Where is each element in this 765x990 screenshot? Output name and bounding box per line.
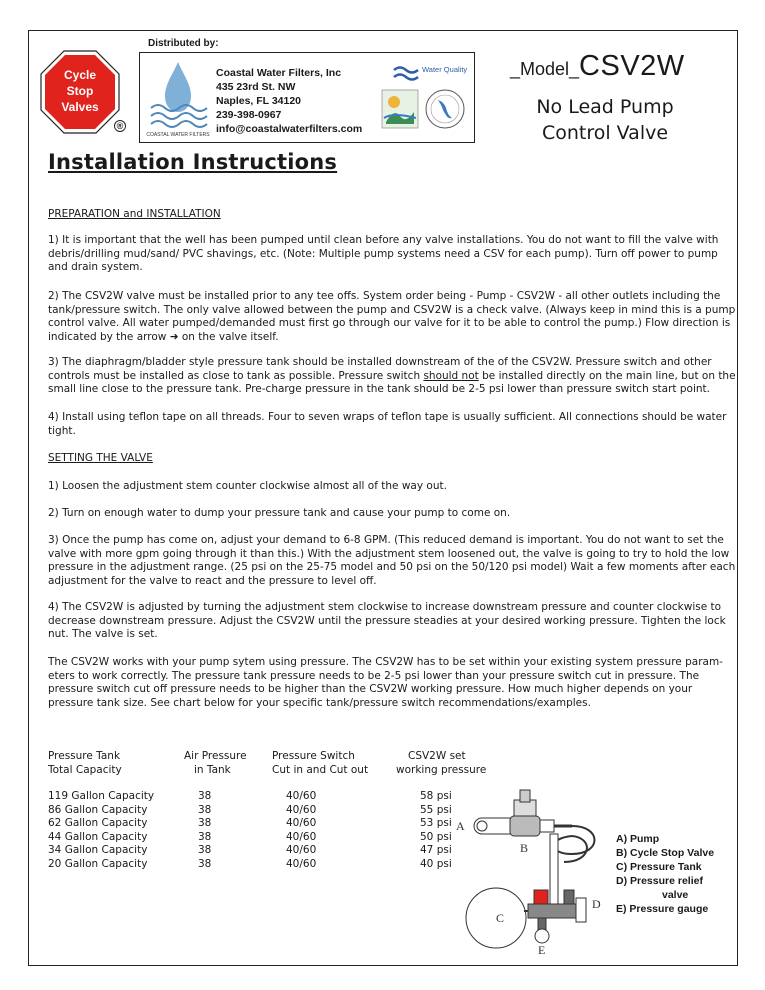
section-heading-preparation: PREPARATION and INSTALLATION xyxy=(48,208,221,220)
logo-line-3: Valves xyxy=(61,100,99,114)
legend-item: valve xyxy=(662,889,689,901)
setting-step-2: 2) Turn on enough water to dump your pressure tank and cause your pump to come on. xyxy=(48,507,511,519)
table-cell: 38 xyxy=(198,817,212,829)
table-cell: 58 psi xyxy=(420,790,452,802)
logo-line-1: Cycle xyxy=(63,68,97,82)
table-header: Air Pressure xyxy=(184,750,247,762)
section-heading-setting: SETTING THE VALVE xyxy=(48,452,153,464)
water-quality-text: Water Quality xyxy=(422,65,468,74)
table-cell: 38 xyxy=(198,844,212,856)
table-row xyxy=(48,817,486,831)
logo-line-2: Stop xyxy=(66,84,94,98)
legend-item: D) Pressure relief xyxy=(616,875,703,887)
table-header: Pressure Switch xyxy=(272,750,355,762)
diagram-label-a: A xyxy=(456,819,465,833)
distributor-city: Naples, FL 34120 xyxy=(216,95,302,107)
table-header: Pressure Tank xyxy=(48,750,121,762)
table-cell: 34 Gallon Capacity xyxy=(48,844,148,856)
table-cell: 40/60 xyxy=(286,857,317,870)
model-code: CSV2W xyxy=(579,50,685,82)
water-quality-badge xyxy=(388,58,468,88)
pressure-table xyxy=(48,750,486,871)
legend-item: E) Pressure gauge xyxy=(616,903,709,915)
diagram-legend xyxy=(616,832,714,916)
setting-summary: The CSV2W works with your pump sytem using pressure. The CSV2W has to be set within your existing system pressure param- eters to work correctly. The pressure tank pressure needs to be 2-5 psi lower than your pressure switch cut in pressure. The pressure switch cut off pressure needs to be higher than the CSV2W working pressure. How much higher depends on your pressure tank size. See chart below for your specific tank/pressure switch recommendations/examples. xyxy=(48,656,723,709)
table-cell: 38 xyxy=(198,857,212,870)
diagram-label-c: C xyxy=(496,911,505,925)
table-header-row-2 xyxy=(48,764,486,778)
table-cell: 86 Gallon Capacity xyxy=(48,803,148,816)
table-header: working pressure xyxy=(396,763,487,776)
table-cell: 40 psi xyxy=(420,857,452,870)
distributor-phone: 239-398-0967 xyxy=(216,109,282,121)
table-cell: 38 xyxy=(198,790,212,802)
distributed-by-label: Distributed by: xyxy=(148,38,219,49)
model-prefix: _Model_ xyxy=(510,59,580,79)
setting-step-1: 1) Loosen the adjustment stem counter clockwise almost all of the way out. xyxy=(48,480,447,492)
pressure-gauge-shape xyxy=(535,929,549,943)
water-drop-logo xyxy=(143,56,213,140)
table-row xyxy=(48,804,486,818)
table-header: CSV2W set xyxy=(408,750,466,762)
table-cell: 119 Gallon Capacity xyxy=(48,790,155,802)
legend-item: B) Cycle Stop Valve xyxy=(616,847,715,859)
product-line-2: Control Valve xyxy=(541,122,669,144)
table-cell: 40/60 xyxy=(286,790,317,802)
legend-item: A) Pump xyxy=(616,833,660,845)
prep-p3-emphasis: should not xyxy=(423,369,479,382)
cycle-stop-valves-logo xyxy=(40,50,120,134)
association-seal-icon xyxy=(424,88,466,130)
prep-p3-text-b: be installed directly on the main line, but on the small line close to the pressure tank. Pre-charge pressure in the tank should be 2-5 psi lower than pressure switch start point. xyxy=(48,369,736,395)
distributor-email[interactable]: info@coastalwaterfilters.com xyxy=(216,123,363,135)
prep-paragraph-2: 2) The CSV2W valve must be installed prior to any tee offs. System order being - Pump - CSV2W - all other outlets including the tank/pressure switch. The only valve allowed between the pump and CSV2W is a check valve. (Always keep in mind this is a pump control valve. All water pumped/demanded must first go through our valve for it to be able to control the pump.) Flow direction is indicated by the arrow ➜ on the valve itself. xyxy=(48,290,736,343)
table-header: in Tank xyxy=(194,763,231,776)
table-cell: 38 xyxy=(198,830,212,843)
distributor-street: 435 23rd St. NW xyxy=(216,81,296,93)
table-cell: 40/60 xyxy=(286,817,317,829)
table-row xyxy=(48,831,486,845)
table-cell: 50 psi xyxy=(420,830,452,843)
prep-paragraph-3 xyxy=(48,356,738,397)
product-name xyxy=(510,94,700,146)
coastal-logo-caption: COASTAL WATER FILTERS xyxy=(146,132,210,138)
prep-p3-text-a: 3) The diaphragm/bladder style pressure tank should be installed downstream of the of the CSV2W. Pressure switch and other controls must be installed as close to tank as possible. Pressure switch xyxy=(48,356,712,382)
table-header: Total Capacity xyxy=(48,763,122,776)
diagram-label-d: D xyxy=(592,897,601,911)
setting-step-4: 4) The CSV2W is adjusted by turning the adjustment stem clockwise to increase downstream pressure and counter clockwise to decrease downstream pressure. Adjust the CSV2W until the pressure steadies at your desired working pressure. Tighten the lock nut. The valve is set. xyxy=(48,601,726,640)
prep-paragraph-1: 1) It is important that the well has been pumped until clean before any valve installations. You do not want to fill the valve with debris/drilling mud/sand/ PVC shavings, etc. (Note: Multiple pump systems need a CSV for each pump). Turn off power to pump and drain system. xyxy=(48,234,719,273)
table-header: Cut in and Cut out xyxy=(272,763,369,776)
model-line xyxy=(510,50,685,83)
table-cell: 62 Gallon Capacity xyxy=(48,817,148,829)
table-header-row-1 xyxy=(48,750,486,764)
table-cell: 38 xyxy=(198,803,212,816)
diagram-label-b: B xyxy=(520,841,529,855)
table-cell: 40/60 xyxy=(286,844,317,856)
table-cell: 40/60 xyxy=(286,830,317,843)
table-cell: 55 psi xyxy=(420,803,452,816)
distributor-name: Coastal Water Filters, Inc xyxy=(216,67,342,79)
page-title: Installation Instructions xyxy=(48,150,338,174)
legend-item: C) Pressure Tank xyxy=(616,861,702,873)
relief-valve-shape xyxy=(576,898,586,922)
diagram-label-e: E xyxy=(538,943,546,957)
table-cell: 20 Gallon Capacity xyxy=(48,857,148,870)
table-cell: 44 Gallon Capacity xyxy=(48,830,148,843)
table-row xyxy=(48,844,486,858)
registered-mark: ® xyxy=(114,120,126,132)
setting-step-3: 3) Once the pump has come on, adjust your demand to 6-8 GPM. (This reduced demand is important. You do not want to set the valve with more gpm going through it than this.) With the adjustment stem loosened out, the valve is going to try to hold the low pressure in the adjustment range. (25 psi on the 25-75 model and 50 psi on the 50/120 psi model) Wait a few moments after each adjustment for the valve to react and the pressure to level off. xyxy=(48,534,736,587)
table-row xyxy=(48,790,486,804)
table-cell: 40/60 xyxy=(286,803,317,816)
table-cell: 53 psi xyxy=(420,817,452,829)
table-cell: 47 psi xyxy=(420,844,452,856)
table-row xyxy=(48,858,486,872)
product-line-1: No Lead Pump xyxy=(536,96,674,118)
installation-diagram xyxy=(452,778,612,958)
florida-badge-icon xyxy=(380,88,420,130)
prep-paragraph-4: 4) Install using teflon tape on all threads. Four to seven wraps of teflon tape is usually sufficient. All connections should be water tight. xyxy=(48,411,727,437)
distributor-info xyxy=(216,66,362,136)
